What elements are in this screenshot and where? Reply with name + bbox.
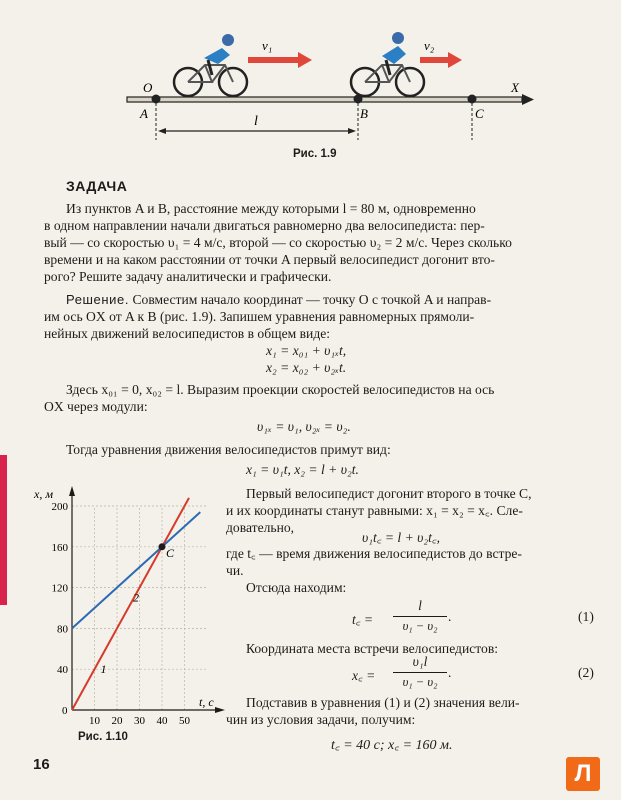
v2-label: v₂ (424, 38, 435, 53)
x-tick-label: 30 (134, 715, 145, 727)
subst-line: чин из условия задачи, получим: (226, 712, 416, 727)
equation-general-1: x₁ = x₀₁ + υ₁ₓt, (266, 343, 347, 358)
v1-label: v₁ (262, 38, 273, 53)
decorative-strip (0, 455, 7, 605)
coord-line: Координата места встречи велосипедистов: (246, 641, 499, 656)
eq2-numerator: υ₁l (412, 654, 428, 669)
eq1-denominator: υ₁ − υ₂ (402, 619, 438, 633)
y-tick-label: 80 (57, 623, 68, 636)
intersection-label: C (166, 545, 175, 560)
x-tick-label: 20 (111, 715, 123, 727)
label-b: B (360, 106, 368, 121)
equation-meet: υ₁t꜀ = l + υ₂t꜀, (362, 530, 441, 545)
figure-1-10-caption: Рис. 1.10 (78, 731, 128, 743)
hence-line: Отсюда находим: (246, 580, 347, 595)
problem-line: вый — со скоростью υ₁ = 4 м/с, второй — со скоростью υ₂ = 2 м/с. Через сколько (44, 235, 512, 250)
y-axis-arrow (69, 486, 75, 496)
series-label-2: 2 (133, 590, 139, 605)
right-text-line: Первый велосипедист догонит второго в точке C, (246, 486, 532, 501)
then-line: Тогда уравнения движения велосипедистов примут вид: (66, 442, 391, 457)
series-line-2 (72, 512, 200, 628)
eq1-period: . (448, 609, 452, 624)
right-text-line: довательно, (226, 520, 295, 535)
solution-label: Решение. (66, 292, 130, 307)
figure-1-9 (0, 0, 621, 170)
equation-general-2: x₂ = x₀₂ + υ₂ₓt. (266, 360, 347, 375)
x-tick-label: 10 (89, 715, 100, 727)
figure-1-9-caption: Рис. 1.9 (293, 148, 337, 160)
solution-line: им ось OX от A к B (рис. 1.9). Запишем уравнения равномерных прямоли- (44, 309, 475, 324)
eq2-fraction-bar (393, 672, 447, 673)
x-tick-label: 40 (156, 715, 168, 727)
intersection-point (159, 543, 166, 550)
solution-text: Совместим начало координат — точку O с точкой A и направ- (129, 292, 492, 307)
solution-line (66, 291, 491, 308)
x-axis-arrow (215, 707, 225, 713)
eq1-lhs: t꜀ = (352, 612, 374, 627)
eq1-fraction-bar (393, 616, 447, 617)
eq2-period: . (448, 665, 452, 680)
problem-line: рого? Решите задачу аналитически и графически. (44, 269, 332, 284)
y-axis-label: x, м (34, 487, 53, 501)
where-line: где t꜀ — время движения велосипедистов до встре- (226, 546, 522, 561)
road-axis (127, 97, 522, 102)
here-line: OX через модули: (44, 399, 148, 414)
origin-label: O (143, 80, 153, 95)
y-tick-label: 160 (51, 541, 68, 554)
publisher-logo-icon: Л (566, 757, 600, 791)
x-tick-label: 50 (179, 715, 190, 727)
cyclist-2-icon (351, 32, 424, 96)
y-tick-label: 120 (51, 582, 68, 595)
equation-result: t꜀ = 40 c; x꜀ = 160 м. (331, 738, 453, 753)
problem-line: в одном направлении начали двигаться равномерно два велосипедиста: пер- (44, 218, 485, 233)
equation-motion: x₁ = υ₁t, x₂ = l + υ₂t. (246, 462, 359, 477)
series-label-1: 1 (100, 662, 107, 677)
point-a (152, 95, 161, 104)
page-number: 16 (33, 756, 50, 773)
subst-line: Подставив в уравнения (1) и (2) значения вели- (246, 695, 520, 710)
point-b (354, 95, 363, 104)
y-tick-label: 200 (51, 501, 68, 513)
eq1-numerator: l (418, 598, 422, 613)
label-c: C (475, 106, 484, 121)
cyclist-1-icon (174, 34, 247, 96)
problem-line: времени и на каком расстоянии от точки A первый велосипедист догонит вто- (44, 252, 495, 267)
distance-l-label: l (254, 114, 258, 129)
eq1-number: (1) (578, 609, 594, 624)
x-axis-label: t, c (199, 695, 214, 709)
point-c (468, 95, 477, 104)
eq2-lhs: x꜀ = (352, 668, 376, 683)
eq2-denominator: υ₁ − υ₂ (402, 675, 438, 689)
series-line-1 (72, 498, 189, 710)
here-line: Здесь x₀₁ = 0, x₀₂ = l. Выразим проекции скоростей велосипедистов на ось (66, 382, 495, 397)
figure-1-10-chart (30, 478, 230, 738)
label-a: A (140, 106, 148, 121)
x-axis-label: X (511, 80, 519, 95)
eq2-number: (2) (578, 665, 594, 680)
right-text-line: и их координаты станут равными: x₁ = x₂ = x꜀. Сле- (226, 503, 523, 518)
equation-projections: υ₁ₓ = υ₁, υ₂ₓ = υ₂. (257, 419, 351, 434)
where-line: чи. (226, 563, 244, 578)
problem-line: Из пунктов A и B, расстояние между которыми l = 80 м, одновременно (66, 201, 476, 216)
origin-label: 0 (62, 705, 68, 717)
y-tick-label: 40 (57, 664, 68, 677)
section-title: ЗАДАЧА (66, 178, 128, 194)
solution-line: нейных движений велосипедистов в общем виде: (44, 326, 331, 341)
